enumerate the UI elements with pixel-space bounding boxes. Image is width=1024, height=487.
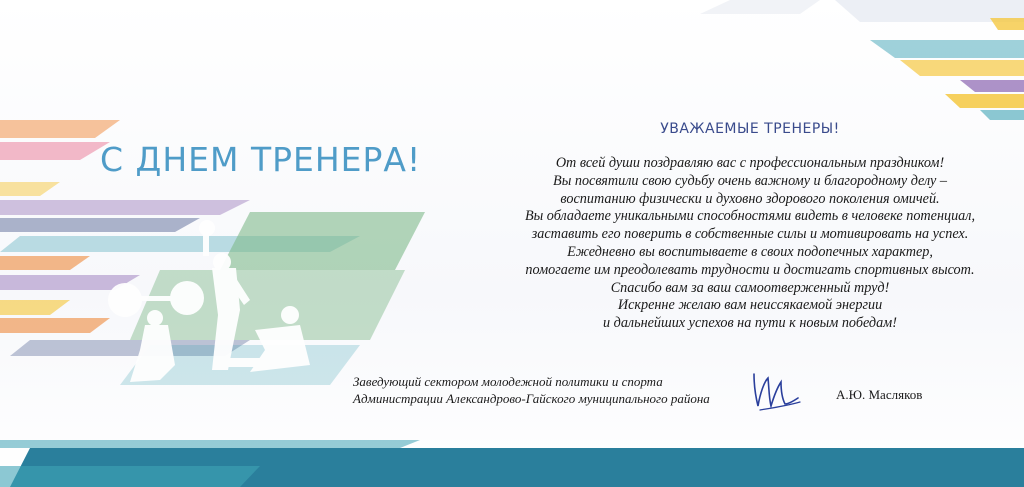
- message-line: помогаете им преодолевать трудности и достигать спортивных высот.: [525, 261, 975, 278]
- message-line: Спасибо вам за ваш самоотверженный труд!: [610, 279, 890, 296]
- message-line: Вы посвятили свою судьбу очень важному и благородному делу –: [553, 172, 947, 189]
- message-line: Искренне желаю вам неиссякаемой энергии: [617, 297, 883, 314]
- signatory-title: [353, 373, 710, 407]
- message-line: и дальнейших успехов на пути к новым победам!: [603, 315, 897, 332]
- card-headline: С ДНЕМ ТРЕНЕРА!: [100, 140, 422, 179]
- message-line: заставить его поверить в собственные силы и мотивировать на успех.: [531, 226, 969, 243]
- message-line: воспитанию физически и духовно здорового поколения омичей.: [560, 190, 940, 207]
- message-line: Ежедневно вы воспитываете в своих подопечных характер,: [567, 243, 933, 260]
- handwritten-signature-icon: [748, 368, 804, 418]
- message-line: От всей души поздравляю вас с профессиональным праздником!: [555, 155, 945, 171]
- signatory-title-line: Администрации Александрово-Гайского муниципального района: [353, 391, 710, 406]
- greeting-message: [470, 155, 1024, 333]
- signatory-title-line: Заведующий сектором молодежной политики и спорта: [353, 374, 663, 389]
- bottom-band: [0, 440, 1024, 487]
- message-line: Вы обладаете уникальными способностями видеть в человеке потенциал,: [524, 208, 976, 225]
- right-stripes: [700, 0, 1024, 120]
- signatory-name: А.Ю. Масляков: [836, 387, 923, 402]
- salutation: УВАЖАЕМЫЕ ТРЕНЕРЫ!: [660, 121, 840, 137]
